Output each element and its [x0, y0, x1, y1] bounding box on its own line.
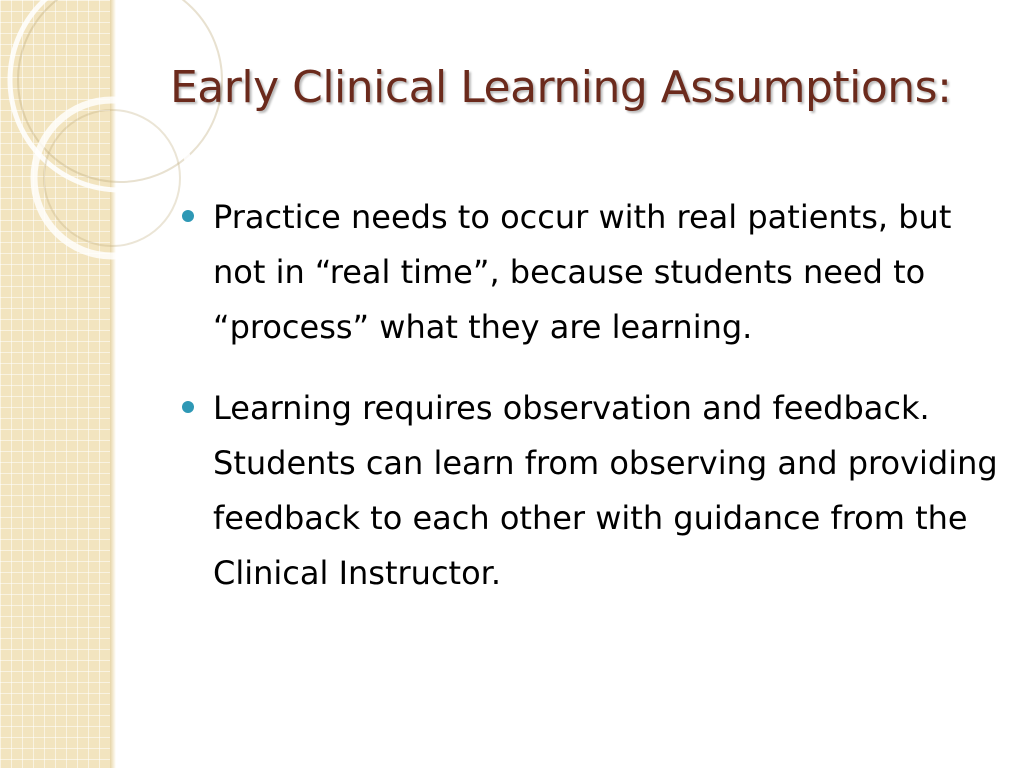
bullet-dot-icon: [182, 401, 194, 413]
bullet-list: [180, 190, 1000, 627]
bullet-text: Learning requires observation and feedback. Students can learn from observing and providing feedback to each other with guidance from the Clinical Instructor.: [213, 389, 998, 592]
bullet-text: Practice needs to occur with real patients, but not in “real time”, because students need to “process” what they are learning.: [213, 198, 952, 346]
bullet-dot-icon: [182, 210, 194, 222]
bullet-item: [180, 381, 1000, 601]
slide-title: Early Clinical Learning Assumptions:: [170, 62, 952, 113]
bullet-item: [180, 190, 1000, 355]
